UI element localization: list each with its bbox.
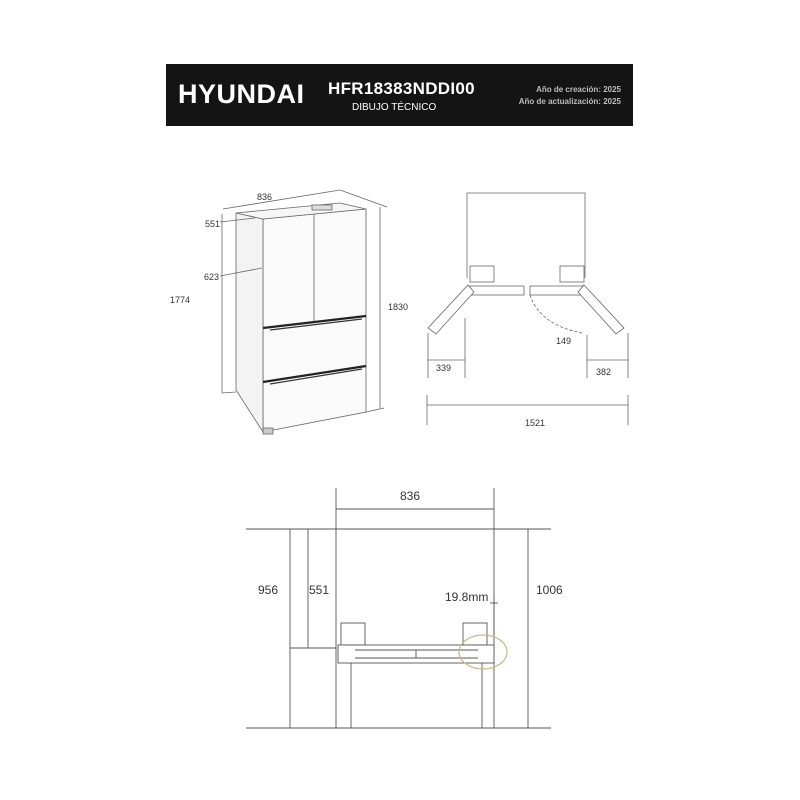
dim-depth-total: 956	[258, 583, 279, 597]
update-year: Año de actualización: 2025	[518, 97, 621, 106]
model-number: HFR18383NDDI00	[328, 79, 475, 98]
creation-year: Año de creación: 2025	[536, 85, 621, 94]
dim-total-height: 1830	[388, 302, 409, 312]
dim-body-height: 1774	[170, 295, 191, 305]
dim-depth-body: 551	[309, 583, 330, 597]
dim-hinge-gap: 19.8mm	[445, 590, 489, 604]
dim-plan-width: 836	[400, 489, 421, 503]
dim-door-height: 623	[204, 272, 220, 282]
dim-width: 836	[257, 192, 273, 202]
drawing-subtitle: DIBUJO TÉCNICO	[352, 102, 437, 113]
dim-door-depth: 149	[556, 336, 572, 346]
dim-depth-open: 1006	[536, 583, 563, 597]
dim-total-width: 1521	[525, 418, 546, 428]
dim-right-clearance: 382	[596, 367, 612, 377]
dim-left-clearance: 339	[436, 363, 452, 373]
dim-depth: 551	[205, 219, 221, 229]
brand-logo: HYUNDAI	[178, 79, 305, 109]
